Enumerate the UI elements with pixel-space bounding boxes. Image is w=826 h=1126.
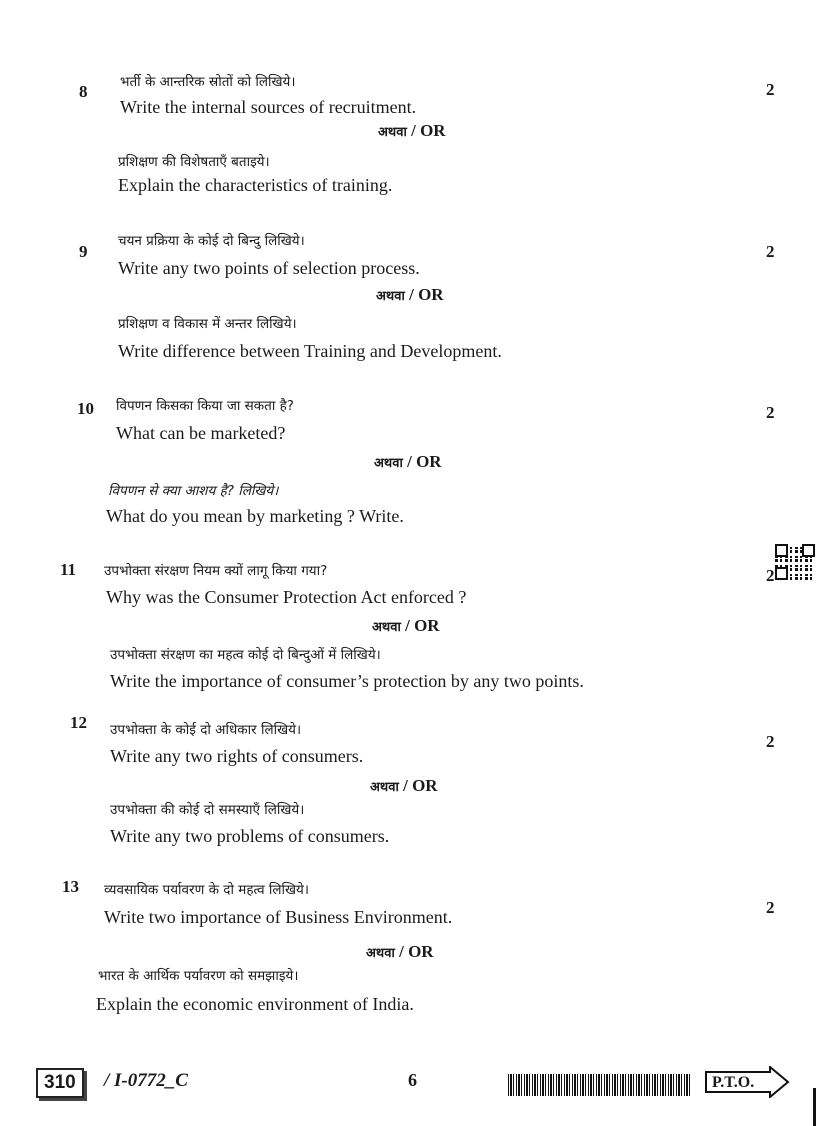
alternative-hindi: विपणन से क्या आशय है? लिखिये। [108,483,279,499]
marks: 2 [766,566,775,585]
question-english: Why was the Consumer Protection Act enforced ? [106,587,467,607]
barcode [508,1074,690,1096]
question-hindi: उपभोक्ता के कोई दो अधिकार लिखिये। [110,722,302,738]
question-number: 10 [77,399,94,418]
alternative-english: Explain the characteristics of training. [118,175,393,195]
alternative-hindi: भारत के आर्थिक पर्यावरण को समझाइये। [98,968,299,984]
alternative-english: Write any two problems of consumers. [110,826,390,846]
marks: 2 [766,242,775,261]
alternative-english: Write the importance of consumer’s protection by any two points. [110,671,584,691]
question-english: Write the internal sources of recruitment. [120,97,417,117]
qr-finder-pattern [775,567,788,580]
alternative-english: Write difference between Training and Development. [118,341,502,361]
alternative-hindi: उपभोक्ता संरक्षण का महत्व कोई दो बिन्दुओं में लिखिये। [110,647,381,663]
subject-code-box: 310 [36,1068,84,1098]
alternative-english: What do you mean by marketing ? Write. [106,506,404,526]
scan-edge-line [813,1088,816,1126]
question-hindi: भर्ती के आन्तरिक स्रोतों को लिखिये। [120,74,296,90]
question-english: Write two importance of Business Environment. [104,907,453,927]
paper-code: / I-0772_C [104,1070,188,1091]
alternative-hindi: प्रशिक्षण व विकास में अन्तर लिखिये। [118,316,297,332]
qr-finder-pattern [802,544,815,557]
or-separator: अथवा / OR [372,616,440,635]
marks: 2 [766,898,775,917]
alternative-hindi: प्रशिक्षण की विशेषताएँ बताइये। [118,154,270,170]
question-number: 8 [79,82,88,101]
page-number: 6 [408,1070,417,1090]
or-separator: अथवा / OR [378,121,446,140]
marks: 2 [766,732,775,751]
or-separator: अथवा / OR [366,942,434,961]
pto-label: P.T.O. [712,1074,755,1091]
question-english: Write any two points of selection process. [118,258,420,278]
alternative-hindi: उपभोक्ता की कोई दो समस्याएँ लिखिये। [110,802,305,818]
question-english: Write any two rights of consumers. [110,746,364,766]
question-hindi: व्यवसायिक पर्यावरण के दो महत्व लिखिये। [104,882,310,898]
question-number: 12 [70,713,87,732]
marks: 2 [766,403,775,422]
pto-arrow [704,1066,790,1098]
question-hindi: चयन प्रक्रिया के कोई दो बिन्दु लिखिये। [118,233,305,249]
question-number: 13 [62,877,79,896]
qr-finder-pattern [775,544,788,557]
alternative-english: Explain the economic environment of India. [96,994,414,1014]
question-number: 11 [60,560,77,579]
question-hindi: उपभोक्ता संरक्षण नियम क्यों लागू किया गया? [104,563,328,579]
question-number: 9 [79,242,88,261]
question-hindi: विपणन किसका किया जा सकता है? [116,398,294,414]
marks: 2 [766,80,775,99]
or-separator: अथवा / OR [370,776,438,795]
or-separator: अथवा / OR [376,285,444,304]
or-separator: अथवा / OR [374,452,442,471]
question-english: What can be marketed? [116,423,286,443]
